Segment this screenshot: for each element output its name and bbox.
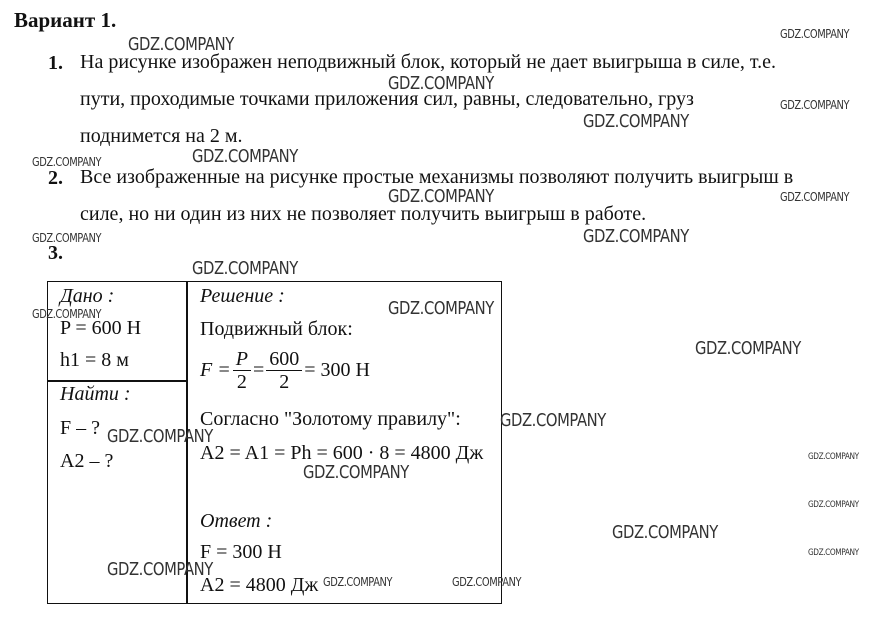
given-label: Дано :	[60, 285, 115, 307]
watermark: GDZ.COMPANY	[32, 231, 102, 245]
item-1-line-2: пути, проходимые точками приложения сил, равны, следовательно, груз	[80, 88, 694, 110]
watermark: GDZ.COMPANY	[32, 155, 102, 169]
watermark: GDZ.COMPANY	[583, 226, 689, 247]
fraction-600-over-2	[266, 348, 302, 393]
watermark: GDZ.COMPANY	[808, 500, 859, 510]
watermark: GDZ.COMPANY	[780, 98, 850, 112]
watermark: GDZ.COMPANY	[612, 522, 718, 543]
watermark: GDZ.COMPANY	[808, 548, 859, 558]
item-2-line-1: Все изображенные на рисунке простые механизмы позволяют получить выигрыш в	[80, 166, 794, 188]
formula-force: F = $\frac{P}{2}$ = $\frac{600}{2}$ = 300 Н	[200, 348, 370, 393]
watermark: GDZ.COMPANY	[128, 34, 234, 55]
answer-f: F = 300 Н	[200, 541, 282, 563]
watermark: GDZ.COMPANY	[808, 452, 859, 462]
watermark: GDZ.COMPANY	[780, 27, 850, 41]
find-f: F – ?	[60, 417, 100, 439]
item-1-line-1: На рисунке изображен неподвижный блок, который не дает выигрыша в силе, т.е.	[80, 51, 776, 73]
watermark: GDZ.COMPANY	[192, 258, 298, 279]
watermark: GDZ.COMPANY	[323, 575, 393, 589]
fraction-2-denominator: 2	[279, 371, 290, 393]
item-1-text	[80, 44, 776, 155]
item-3-number: 3.	[48, 242, 63, 264]
watermark: GDZ.COMPANY	[583, 111, 689, 132]
item-2-line-2: силе, но ни один из них не позволяет получить выигрыш в работе.	[80, 203, 647, 225]
watermark: GDZ.COMPANY	[303, 462, 409, 483]
watermark: GDZ.COMPANY	[780, 190, 850, 204]
golden-rule-text: Согласно "Золотому правилу":	[200, 408, 461, 430]
fraction-1-denominator: 2	[236, 371, 247, 393]
work-formula: A2 = A1 = Ph = 600 · 8 = 4800 Дж	[200, 442, 484, 464]
given-h: h1 = 8 м	[60, 349, 129, 371]
watermark: GDZ.COMPANY	[388, 298, 494, 319]
fraction-p-over-2	[233, 348, 251, 393]
watermark: GDZ.COMPANY	[32, 307, 102, 321]
find-a2: A2 – ?	[60, 450, 114, 472]
answer-label: Ответ :	[200, 510, 273, 532]
watermark: GDZ.COMPANY	[107, 426, 213, 447]
fraction-1-numerator: P	[233, 348, 251, 371]
answer-a2: A2 = 4800 Дж	[200, 574, 319, 596]
watermark: GDZ.COMPANY	[192, 146, 298, 167]
solution-block-type: Подвижный блок:	[200, 318, 353, 340]
fraction-2-numerator: 600	[266, 348, 302, 371]
watermark: GDZ.COMPANY	[107, 559, 213, 580]
watermark: GDZ.COMPANY	[695, 338, 801, 359]
item-1-line-3: поднимется на 2 м.	[80, 125, 243, 147]
watermark: GDZ.COMPANY	[388, 186, 494, 207]
formula-result: = 300 Н	[304, 359, 370, 381]
solution-label: Решение :	[200, 285, 285, 307]
watermark: GDZ.COMPANY	[452, 575, 522, 589]
item-1-number: 1.	[48, 52, 63, 74]
find-label: Найти :	[60, 383, 131, 405]
page-title: Вариант 1.	[14, 8, 117, 32]
formula-lhs: F =	[200, 359, 231, 381]
item-2-number: 2.	[48, 167, 63, 189]
watermark: GDZ.COMPANY	[388, 73, 494, 94]
table-divider-horizontal	[47, 380, 186, 382]
watermark: GDZ.COMPANY	[500, 410, 606, 431]
given-p: P = 600 Н	[60, 317, 142, 339]
